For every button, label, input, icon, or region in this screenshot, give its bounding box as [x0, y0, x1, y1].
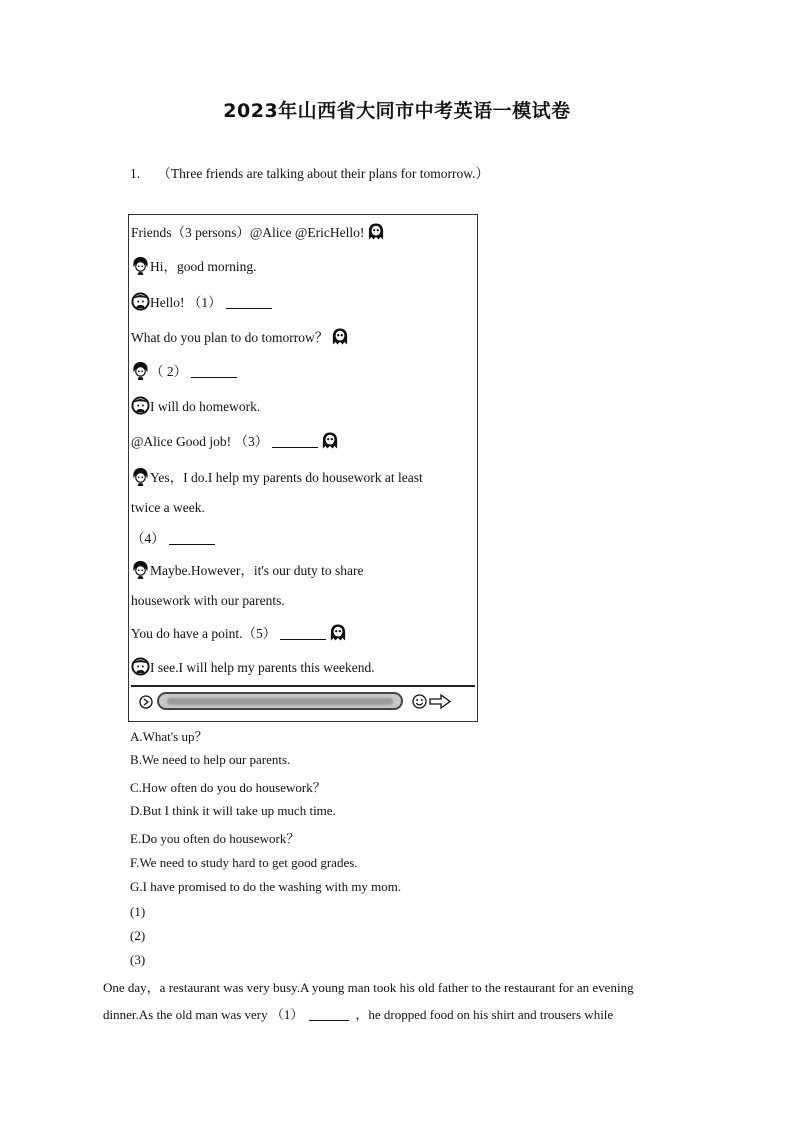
chat-message-text: housework with our parents. — [131, 593, 285, 608]
chat-message — [131, 527, 215, 547]
chat-message — [131, 466, 423, 486]
chat-message-text: Hello! （1） — [150, 295, 222, 310]
passage-text: ，he dropped food on his shirt and trousers while — [355, 1007, 614, 1022]
passage-line: One day，a restaurant was very busy.A young man took his old father to the restaurant for an evening — [103, 980, 634, 995]
chat-message — [131, 255, 257, 275]
chat-message-text: Yes，I do.I help my parents do housework at least — [150, 470, 423, 485]
voice-icon[interactable] — [139, 695, 153, 709]
alice-avatar-icon — [368, 222, 384, 241]
chat-message-text: （ 2） — [150, 364, 188, 379]
boy-avatar-icon — [131, 657, 150, 676]
chat-message — [131, 559, 364, 579]
answer-blank — [191, 365, 237, 378]
option-b: B.We need to help our parents. — [130, 752, 291, 767]
chat-message-text: twice a week. — [131, 500, 205, 515]
chat-message-continued — [131, 593, 285, 609]
answer-blank — [226, 296, 272, 309]
alice-avatar-icon — [322, 431, 338, 450]
answer-blank — [272, 435, 318, 448]
girl-avatar-icon — [131, 256, 150, 275]
chat-message-text: @Alice Good job! （3） — [131, 434, 269, 449]
chat-message-text: I see.I will help my parents this weekend. — [150, 660, 375, 675]
chat-window — [128, 214, 478, 722]
chat-message-text: What do you plan to do tomorrow？ — [131, 330, 329, 345]
option-a: A.What's up？ — [130, 729, 208, 744]
question-number: 1. — [130, 166, 141, 181]
option-g: G.I have promised to do the washing with my mom. — [130, 879, 402, 894]
question-intro — [130, 162, 489, 182]
emoji-icon[interactable] — [412, 694, 427, 709]
question-intro-text: （Three friends are talking about their plans for tomorrow.） — [157, 166, 490, 181]
alice-avatar-icon — [330, 623, 346, 642]
chat-message-continued — [131, 500, 205, 516]
chat-message-text: （4） — [131, 531, 165, 546]
girl-avatar-icon — [131, 467, 150, 486]
answer-blank — [309, 1008, 349, 1021]
answer-blank — [169, 532, 215, 545]
passage-text: dinner.As the old man was very （1） — [103, 1007, 304, 1022]
chat-message — [131, 622, 346, 642]
chat-message-text: I will do homework. — [150, 399, 261, 414]
chat-header-text: Friends（3 persons）@Alice @EricHello! — [131, 225, 365, 240]
answer-label-3: (3) — [130, 952, 146, 967]
page-title: 2023年山西省大同市中考英语一模试卷 — [223, 100, 571, 122]
chat-message — [131, 326, 348, 346]
option-e: E.Do you often do housework？ — [130, 831, 300, 846]
chat-message — [131, 360, 237, 380]
boy-avatar-icon — [131, 292, 150, 311]
chat-message — [131, 430, 338, 450]
answer-label-1: (1) — [130, 904, 146, 919]
chat-input-bar — [131, 685, 475, 719]
chat-message — [131, 396, 260, 415]
alice-avatar-icon — [332, 327, 348, 346]
option-f: F.We need to study hard to get good grades. — [130, 855, 358, 870]
option-d: D.But I think it will take up much time. — [130, 803, 336, 818]
chat-message — [131, 291, 272, 311]
girl-avatar-icon — [131, 361, 150, 380]
send-arrow-icon[interactable] — [429, 694, 451, 709]
chat-message-text: Maybe.However，it's our duty to share — [150, 563, 364, 578]
chat-header — [131, 221, 384, 241]
chat-message-text: Hi，good morning. — [150, 259, 257, 274]
option-c: C.How often do you do housework？ — [130, 780, 326, 795]
answer-label-2: (2) — [130, 928, 146, 943]
chat-message — [131, 657, 375, 676]
chat-text-input[interactable] — [157, 692, 403, 710]
boy-avatar-icon — [131, 396, 150, 415]
girl-avatar-icon — [131, 560, 150, 579]
chat-message-text: You do have a point.（5） — [131, 626, 277, 641]
answer-blank — [280, 627, 326, 640]
passage-line — [103, 1004, 613, 1023]
